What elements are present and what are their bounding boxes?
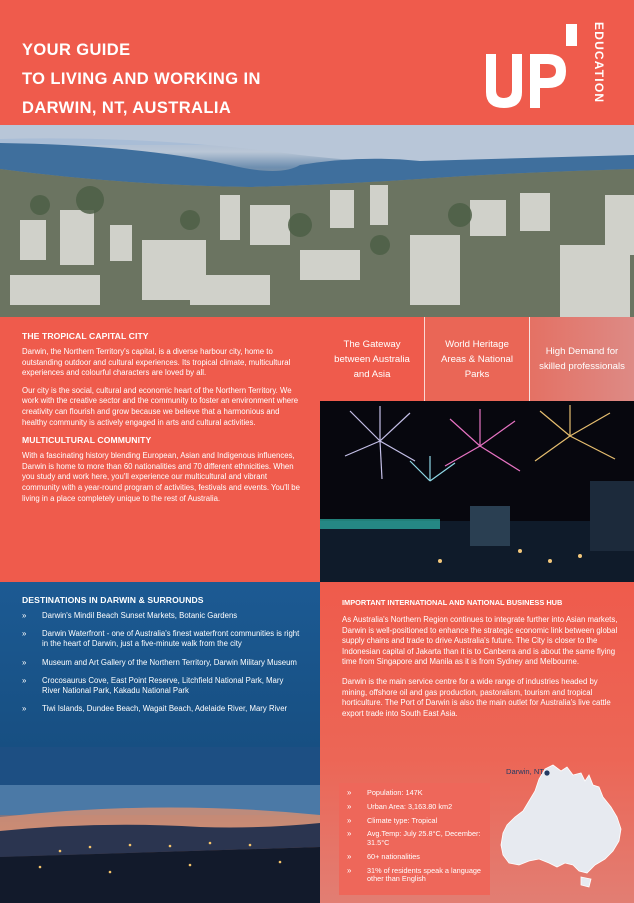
highlight-world-heritage: World Heritage Areas & National Parks [424,317,529,401]
map-label-darwin: Darwin, NT [506,767,544,776]
destinations-heading: DESTINATIONS IN DARWIN & SURROUNDS [22,595,204,605]
bullet-icon: » [347,815,352,825]
destinations-list [22,611,300,714]
up-education-logo [482,18,612,118]
bullet-icon: » [347,829,352,839]
destination-text: Crocosaurus Cove, East Point Reserve, Litchfield National Park, Mary River National Park, Kakadu National Park [42,675,284,696]
stat-text: Avg.Temp: July 25.8°C, December: 31.5°C [367,829,481,847]
stat-item [347,853,484,862]
tropical-paragraph-1: Darwin, the Northern Territory's capital, is a diverse harbour city, home to outstanding outdoor and cultural experiences. Its tropical climate, multicultural experiences and colourful characters are loved by all. [22,347,291,378]
highlight-boxes [320,317,634,401]
bullet-icon: » [22,675,27,685]
tropical-paragraph-2: Our city is the social, cultural and economic heart of the Northern Territory. We work with the creative sector and the community to foster an environment where creativity can flourish and grow because we believe that a harmonious and healthy community is actively engaged in arts and cultural activities. [22,385,299,427]
destination-text: Museum and Art Gallery of the Northern Territory, Darwin Military Museum [42,657,297,667]
bullet-icon: » [22,657,27,667]
bullet-icon: » [22,611,27,620]
title-line-2: TO LIVING AND WORKING IN [22,70,261,88]
bullet-icon: » [347,851,352,861]
australia-outline [501,765,621,887]
destination-text: Darwin Waterfront - one of Australia's finest waterfront communities is right in the heart of Darwin, just a five-minute walk from the city [42,629,300,649]
darwin-coastline-dusk-photo [0,747,320,903]
bullet-icon: » [22,629,27,639]
highlight-gateway: The Gateway between Australia and Asia [320,317,424,401]
stat-item [347,803,484,812]
fireworks-waterfront-photo [320,401,634,582]
destination-text: Darwin's Mindil Beach Sunset Markets, Botanic Gardens [42,611,238,620]
multicultural-heading: MULTICULTURAL COMMUNITY [22,435,152,446]
list-item [22,629,300,649]
stat-text: 60+ nationalities [367,851,420,861]
bullet-icon: » [347,865,352,875]
stat-text: 31% of residents speak a language other than English [367,865,481,884]
highlight-high-demand: High Demand for skilled professionals [529,317,634,401]
tropical-heading: THE TROPICAL CAPITAL CITY [22,331,149,341]
destination-text: Tiwi Islands, Dundee Beach, Wagait Beach, Adelaide River, Mary River [42,704,288,714]
bullet-icon: » [347,801,352,811]
stat-text: Population: 147K [367,788,423,797]
stat-item [347,867,484,884]
list-item [22,658,300,668]
darwin-marker [544,770,549,775]
stat-text: Climate type: Tropical [367,815,438,825]
header-banner [0,0,634,125]
title-line-3: DARWIN, NT, AUSTRALIA [22,99,232,117]
hub-paragraph-1: As Australia's Northern Region continues to integrate further into Asian markets, Darwin is well-positioned to enhance the strategic economic link between global supply chains and trade to drive Australia's future. The City is closer to the Indonesian capital of Jakarta than it is to Canberra and is about the same flying time from Singapore and Manila as it is from Sydney and Melbourne. [342,615,618,667]
stats-list [347,789,484,884]
bullet-icon: » [347,788,352,797]
hub-paragraph-2: Darwin is the main service centre for a wide range of industries headed by mining, offshore oil and gas production, pastoralism, tourism and tropical horticulture. The Port of Darwin is also the main outlet for Australia's live cattle export trade into South East Asia. [342,676,611,718]
darwin-stats-box [339,783,490,895]
stat-item [347,789,484,798]
multicultural-paragraph: With a fascinating history blending European, Asian and Indigenous influences, Darwin is home to more than 60 nationalities and 70 different ethnicities. When you study and work here, you'll experience our multicultural and vibrant community with a year-round program of activities, festivals and events. You'll be living in a place completely unique to the rest of Australia. [22,451,300,503]
bullet-icon: » [22,704,27,714]
page-title [22,36,322,123]
stat-item [347,830,484,847]
stat-text: Urban Area: 3,163.80 km2 [367,801,453,811]
list-item [22,676,300,696]
tropical-capital-section [0,317,320,582]
darwin-city-aerial-photo [0,125,634,317]
stat-item [347,817,484,826]
destinations-section [0,582,320,747]
logo-text: EDUCATION [592,22,606,104]
list-item [22,611,300,621]
list-item [22,704,300,714]
hub-heading: IMPORTANT INTERNATIONAL AND NATIONAL BUSINESS HUB [342,598,563,607]
title-line-1: YOUR GUIDE [22,41,131,59]
